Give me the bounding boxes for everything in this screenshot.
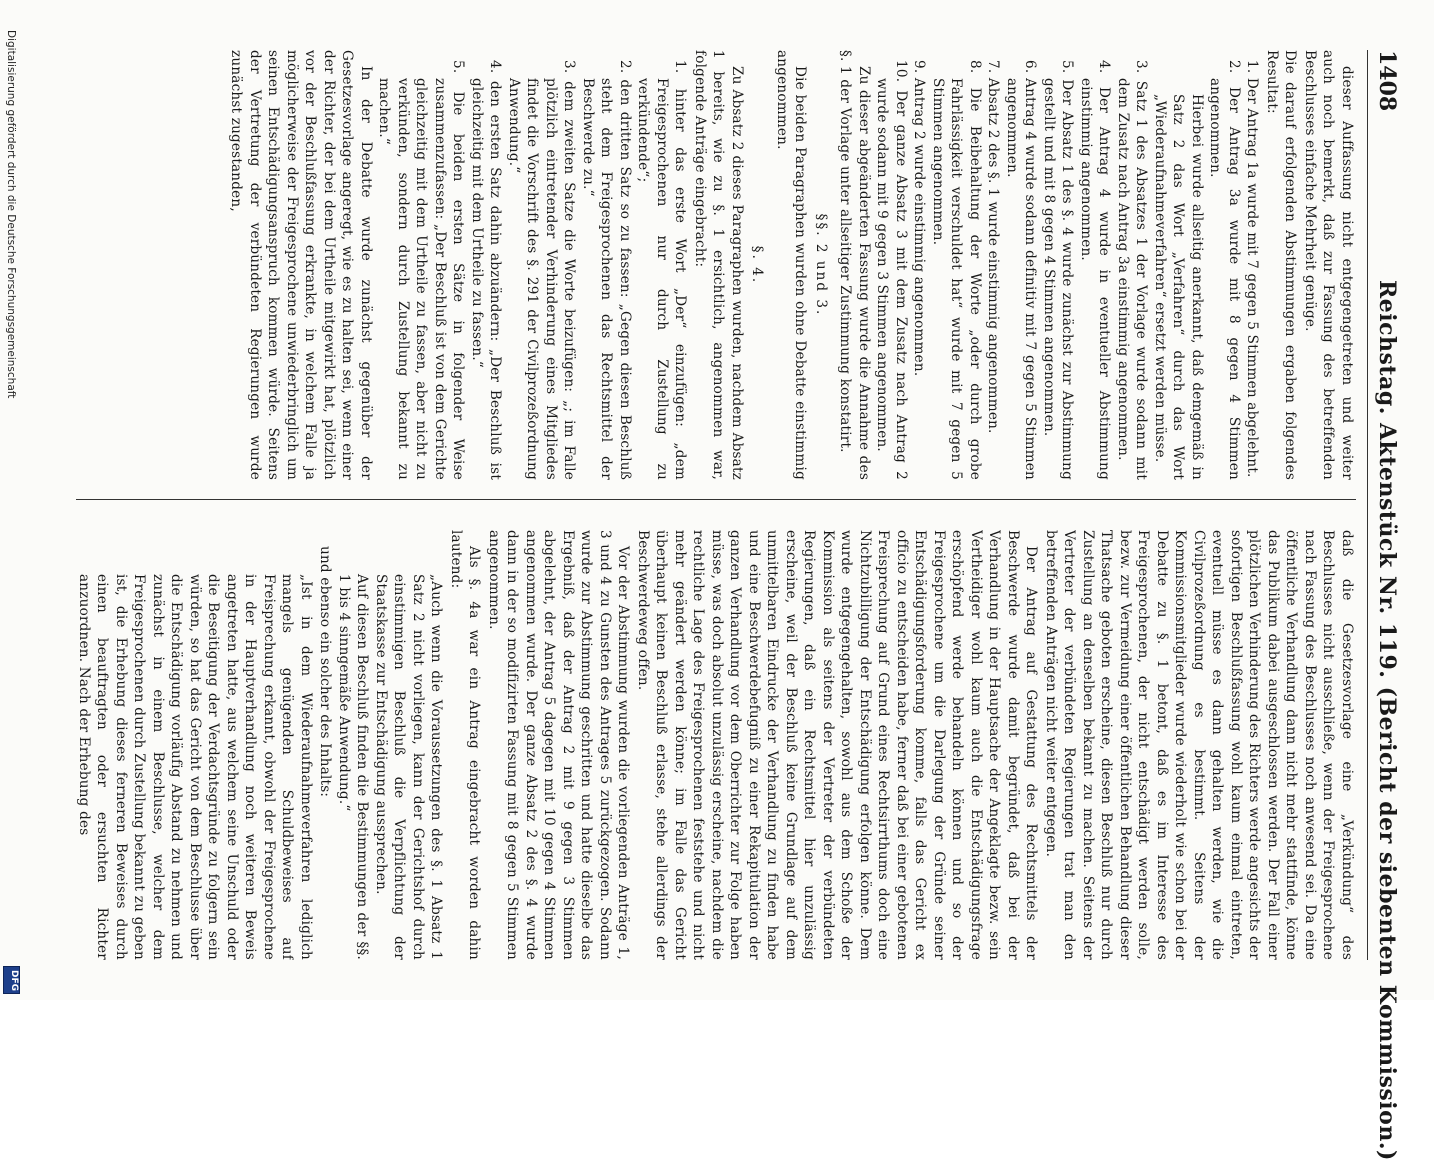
indented-text: Auf diesen Beschluß finden die Bestimmungen der §§. 1 bis 4 sinngemäße Anwendung.“: [336, 574, 371, 960]
list-item: 5. Der Absatz 1 des §. 4 wurde zunächst zur Abstimmung gestellt und mit 8 gegen 4 Stimmen angenommen.: [1041, 60, 1076, 480]
left-column: [76, 50, 1356, 480]
paragraph: Zu dieser abgeänderten Fassung wurde die Annahme des §. 1 der Vorlage unter allseitiger Zustimmung konstatirt.: [837, 50, 872, 480]
page-number: 1408: [1374, 50, 1400, 112]
paragraph: Der Antrag auf Gestattung des Rechtsmittels der Beschwerde wurde damit begründet, daß bei der Verhandlung in der Hauptsache der Angeklagte bezw. sein Vertheidiger wohl kaum auch die Entschädigungsfrage erschöpfend werde behandeln können und so der Freigesprochene um die Darlegung der Gründe seiner Entschädigungsforderung komme, falls das Gericht ex officio zu entscheiden habe, ferner daß bei einer gebotenen Freisprechung auf Grund eines Rechtsirrthums doch eine Nichtzubilligung der Entschädigung erfolgen könne. Dem wurde entgegengehalten, sowohl aus dem Schoße der Kommission als seitens der Vertreter der verbündeten Regierungen, daß ein Rechtsmittel hier unzulässig erscheine, weil der Beschluß keine Grundlage auf dem unmittelbaren Eindrucke der Verhandlung zu finden habe und eine Beschwerdebefugniß zu einer Rekapitulation der ganzen Verhandlung vor dem Oberrichter zur Folge haben müsse, was doch absolut unzulässig erscheine, nachdem die rechtliche Lage des Freigesprochenen feststehe und nicht mehr geändert werden könne; im Falle das Gericht überhaupt keinen Beschluß erlasse, stehe allerdings der Beschwerdeweg offen.: [635, 530, 1040, 960]
dfg-logo-text: DFG: [9, 970, 19, 992]
list-item: 7. Absatz 2 des §. 1 wurde einstimmig angenommen.: [985, 60, 1002, 434]
right-column: [76, 530, 1356, 960]
list-item: 3. dem zweiten Satze die Worte beizufügen: „; im Falle plötzlich eintretender Verhinderung eines Mitgliedes findet die Vorschrift des §. 291 der Civilprozeßordnung Anwendung.“: [506, 60, 578, 480]
printed-sheet: [54, 0, 1434, 1161]
running-title: Reichstag. Aktenstück Nr. 119. (Bericht der siebenten Kommission.): [1374, 280, 1400, 1161]
list-item: 2. Der Antrag 3a wurde mit 8 gegen 4 Stimmen angenommen.: [1207, 60, 1242, 480]
paragraph: Als §. 4a war ein Antrag eingebracht worden dahin lautend:: [448, 530, 483, 960]
paragraph: dieser Auffassung nicht entgegengetreten und weiter auch noch bemerkt, daß zur Fassung des betreffenden Beschlusses einfache Mehrheit genüge.: [1302, 50, 1355, 480]
list-item: 2. den dritten Satz so zu fassen: „Gegen diesen Beschluß steht dem Freigesprochenen das Rechtsmittel der Beschwerde zu.“: [580, 60, 633, 480]
list-item: 9. Antrag 2 wurde einstimmig angenommen.: [911, 60, 928, 377]
paragraph: daß die Gesetzesvorlage eine „Verkündung“ des Beschlusses nicht ausschließe, wenn der Freigesprochene nach Fassung des Beschlusses noch anwesend sei. Da eine öffentliche Verhandlung dann nicht mehr stattfinde, könne das Publikum dabei ausgeschlossen werden. Der Fall einer plötzlichen Verhinderung des Richters werde angesichts der sofortigen Beschlußfassung wohl kaum einmal eintreten, eventuell müsse es dann gehalten werden, wie die Civilprozeßordnung es bestimmt. Seitens der Kommissionsmitglieder wurde wiederholt wie schon bei der Debatte zu §. 1 betont, daß es im Interesse des Freigesprochenen, der nicht entschädigt werden solle, bezw. zur Vermeidung einer öffentlichen Behandlung dieser Thatsache geboten erscheine, diesen Beschluß nur durch Zustellung an denselben bekannt zu machen. Seitens der Vertreter der verbündeten Regierungen trat man den betreffenden Anträgen nicht weiter entgegen.: [1043, 530, 1355, 960]
list-item: 4. den ersten Satz dahin abzuändern: „Der Beschluß ist gleichzeitig mit dem Urtheile zu fassen.“: [469, 60, 504, 480]
list-item: 5. Die beiden ersten Sätze in folgender Weise zusammenzufassen: „Der Beschluß ist von dem Gerichte gleichzeitig mit dem Urtheile zu fassen, aber nicht zu verkünden, sondern durch Zustellung bekannt zu machen.“: [376, 60, 467, 480]
paragraph: Die beiden Paragraphen wurden ohne Debatte einstimmig angenommen.: [774, 50, 809, 480]
list-item: 8. Die Beibehaltung der Worte „oder durch grobe Fahrlässigkeit verschuldet hat“ wurde mit 7 gegen 5 Stimmen angenommen.: [930, 60, 983, 480]
list-item: 3. Satz 1 des Absatzes 1 der Vorlage wurde sodann mit dem Zusatz nach Antrag 3a einstimmig angenommen.: [1115, 60, 1150, 480]
page-header: [1367, 50, 1404, 1161]
section-heading: §§. 2 und 3.: [813, 213, 829, 317]
paragraph: Zu Absatz 2 dieses Paragraphen wurden, nachdem Absatz 1 bereits, wie zu §. 1 ersichtlich, angenommen war, folgende Anträge eingebracht:: [692, 50, 745, 480]
dfg-logo-icon: [3, 966, 20, 994]
list-item: 1. Der Antrag 1a wurde mit 7 gegen 5 Stimmen abgelehnt.: [1244, 60, 1261, 478]
column-divider: [76, 499, 1356, 500]
list-item: 1. hinter das erste Wort „Der“ einzufügen: „dem Freigesprochenen nur durch Zustellung zu verkündende“;: [635, 60, 689, 480]
indented-text: „Ist in dem Wiederaufnahmeverfahren lediglich mangels genügenden Schuldbeweises auf Freisprechung erkannt, obwohl der Freigesprochene in der Hauptverhandlung noch weiteren Beweis angetreten hatte, aus welchem seine Unschuld oder die Beseitigung der Verdachtsgründe zu folgern sein würden, so hat das Gericht von dem Beschlusse über die Entschädigung vorläufig Abstand zu nehmen und zunächst in einem Beschlusse, welcher dem Freigesprochenen durch Zustellung bekannt zu geben ist, die Erhebung dieses ferneren Beweises durch einen beauftragten oder ersuchten Richter anzuordnen. Nach der Erhebung des: [76, 574, 314, 960]
list-item: 4. Der Antrag 4 wurde in eventueller Abstimmung einstimmig angenommen.: [1078, 60, 1113, 480]
paragraph: Die darauf erfolgenden Abstimmungen ergaben folgendes Resultat:: [1264, 50, 1299, 480]
section-heading: §. 4.: [749, 245, 766, 285]
list-item: 10. Der ganze Absatz 3 mit dem Zusatz nach Antrag 2 wurde sodann mit 9 gegen 3 Stimmen angenommen.: [874, 60, 909, 480]
paragraph: und ebenso ein solcher des Inhalts:: [317, 546, 334, 798]
list-item: 6. Antrag 4 wurde sodann definitiv mit 7 gegen 5 Stimmen angenommen.: [1004, 60, 1039, 480]
paragraph: In der Debatte wurde zunächst gegenüber der Gesetzesvorlage angeregt, wie es zu halten sei, wenn einer der Richter, der bei dem Urtheile mitgewirkt hat, plötzlich vor der Beschlußfassung erkrankte, in welchem Falle ja möglicherweise der Freigesprochene unwiederbringlich um seinen Entschädigungsanspruch kommen würde. Seitens der Vertretung der verbündeten Regierungen wurde zunächst zugestanden,: [228, 50, 374, 480]
paragraph: Vor der Abstimmung wurden die vorliegenden Anträge 1, 3 und 4 zu Gunsten des Antrages 5 zurückgezogen. Sodann wurde zur Abstimmung geschritten und hatte dieselbe das Ergebniß, daß der Antrag 2 mit 9 gegen 3 Stimmen abgelehnt, der Antrag 5 dagegen mit 10 gegen 4 Stimmen angenommen wurde. Der ganze Absatz 2 des §. 4 wurde dann in der so modifizirten Fassung mit 8 gegen 5 Stimmen angenommen.: [486, 530, 632, 960]
credit-text: Digitalisierung gefördert durch die Deutsche Forschungsgemeinschaft: [5, 30, 17, 399]
indented-text: „Auch wenn die Voraussetzungen des §. 1 Absatz 1 Satz 2 nicht vorliegen, kann der Gerichtshof durch einstimmigen Beschluß die Verpflichtung der Staatskasse zur Entschädigung aussprechen.: [373, 574, 445, 960]
digitization-credit: [2, 30, 20, 995]
indented-text: Hierbei wurde allseitig anerkannt, daß demgemäß in Satz 2 das Wort „Verfahren“ durch das Wort „Wiederaufnahmeverfahren“ ersetzt werden müsse.: [1152, 94, 1205, 480]
